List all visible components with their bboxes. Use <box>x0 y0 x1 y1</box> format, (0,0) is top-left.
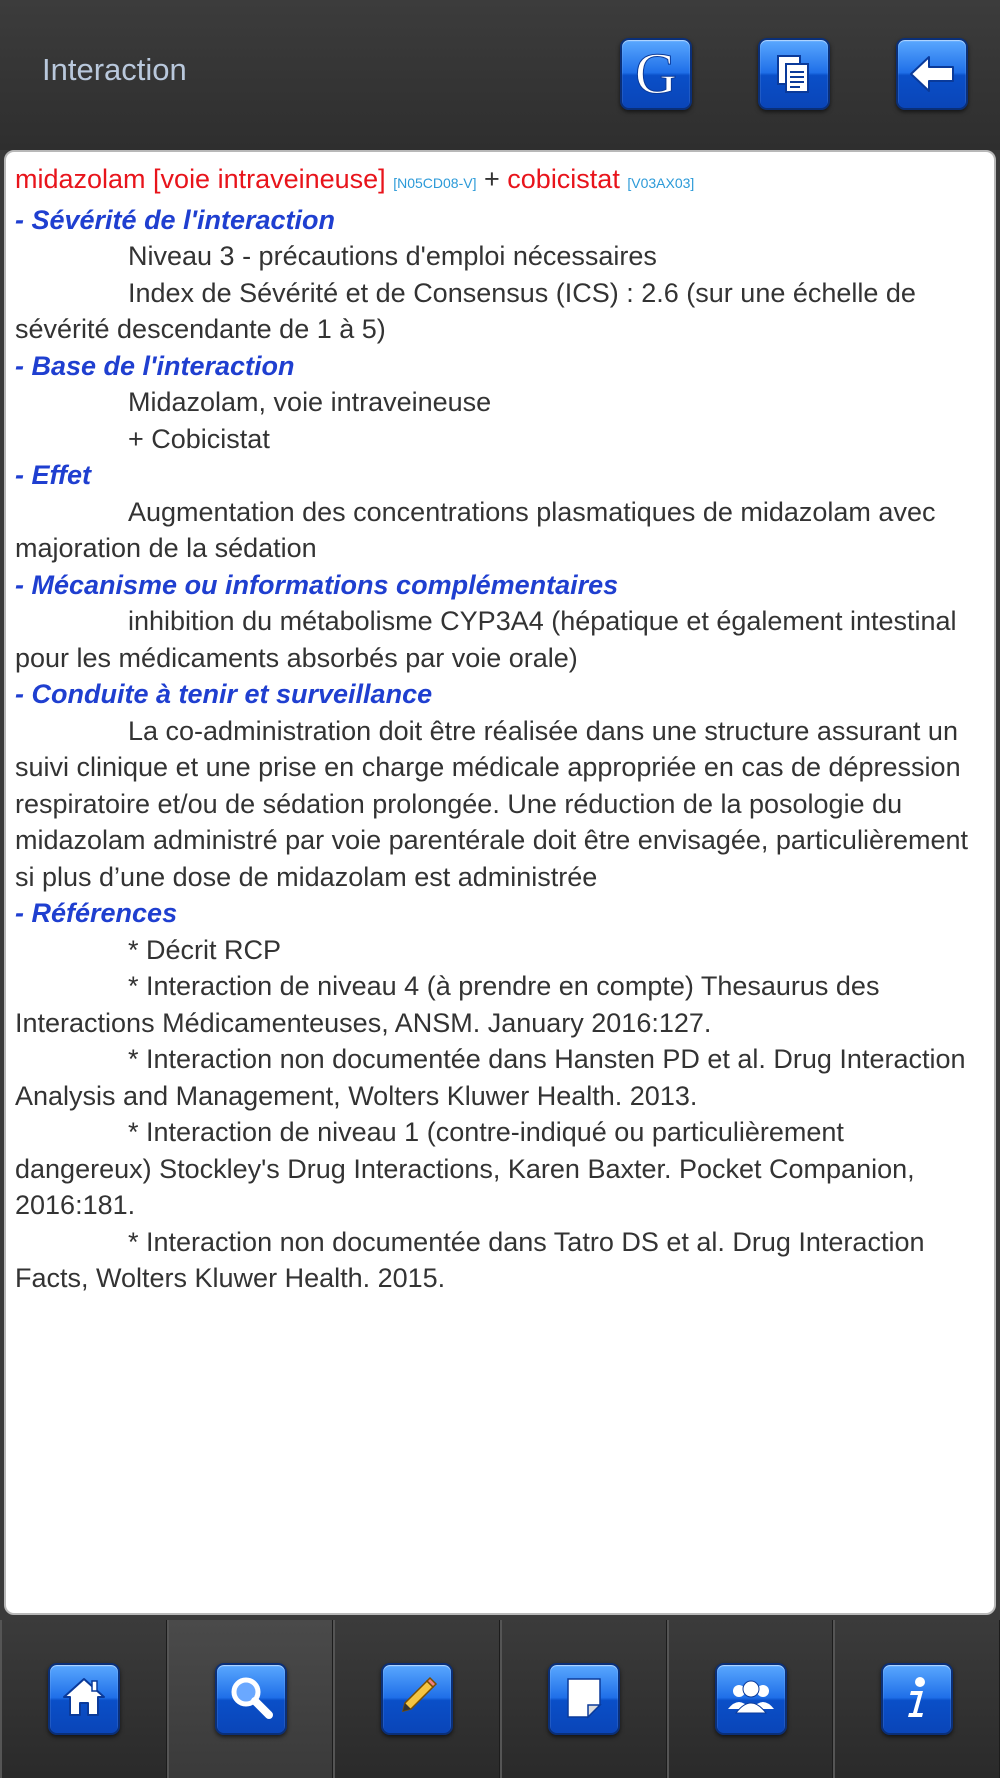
reference-item <box>15 1114 985 1224</box>
section-title-severity: - Sévérité de l'interaction <box>15 204 336 235</box>
conduct-text <box>15 713 985 896</box>
bottom-nav <box>0 1620 1000 1778</box>
reference-item <box>15 1041 985 1114</box>
google-g-icon <box>625 43 687 105</box>
notes-button[interactable] <box>548 1663 620 1735</box>
nav-notes[interactable] <box>500 1620 667 1778</box>
nav-users[interactable] <box>667 1620 834 1778</box>
basis-line-1 <box>15 384 985 421</box>
nav-home[interactable] <box>0 1620 167 1778</box>
conduct-text-value: La co-administration doit être réalisée dans une structure assurant un suivi clinique et une prise en charge médicale appropriée en cas de dépression respiratoire et/ou de sédation prolongée. Une réduction de la posologie du midazolam administré par voie parentérale doit être envisagée, particulièrement si plus d’une dose de midazolam est administrée <box>15 715 968 892</box>
search-icon <box>227 1673 275 1726</box>
google-search-button[interactable] <box>620 38 692 110</box>
reference-item-text: * Interaction de niveau 4 (à prendre en compte) Thesaurus des Interactions Médicamenteuses, ANSM. January 2016:127. <box>15 971 880 1038</box>
basis-line-2 <box>15 421 985 458</box>
reference-item-text: * Interaction de niveau 1 (contre-indiqué ou particulièrement dangereux) Stockley's Drug Interactions, Karen Baxter. Pocket Companion, 2016:181. <box>15 1117 915 1220</box>
reference-item-text: * Interaction non documentée dans Tatro DS et al. Drug Interaction Facts, Wolters Kluwer Health. 2015. <box>15 1226 925 1293</box>
search-button[interactable] <box>215 1663 287 1735</box>
users-icon <box>725 1673 777 1726</box>
reference-item-text: * Interaction non documentée dans Hansten PD et al. Drug Interaction Analysis and Management, Wolters Kluwer Health. 2013. <box>15 1044 966 1111</box>
severity-index-text: Index de Sévérité et de Consensus (ICS) : 2.6 (sur une échelle de sévérité descendante de 1 à 5) <box>15 277 916 344</box>
effect-text <box>15 494 985 567</box>
section-title-mechanism: - Mécanisme ou informations complémentaires <box>15 569 619 600</box>
basis-line-1-text: Midazolam, voie intraveineuse <box>128 387 492 417</box>
pencil-icon <box>393 1673 441 1726</box>
svg-text:G: G <box>635 43 677 105</box>
reference-item <box>15 932 985 969</box>
basis-line-2-text: + Cobicistat <box>128 423 270 454</box>
drug1-name[interactable]: midazolam [voie intraveineuse] <box>15 164 386 194</box>
reference-item <box>15 968 985 1041</box>
nav-edit[interactable] <box>333 1620 500 1778</box>
severity-index <box>15 275 985 348</box>
severity-level <box>15 238 985 275</box>
info-icon <box>893 1673 941 1726</box>
page-title: Interaction <box>42 52 187 87</box>
effect-text-value: Augmentation des concentrations plasmatiques de midazolam avec majoration de la sédation <box>15 496 936 563</box>
copy-document-icon <box>772 52 816 96</box>
copy-button[interactable] <box>758 38 830 110</box>
nav-search[interactable] <box>167 1620 334 1778</box>
severity-level-text: Niveau 3 - précautions d'emploi nécessaires <box>128 241 657 271</box>
drug1-code: [N05CD08-V] <box>393 175 477 191</box>
users-button[interactable] <box>715 1663 787 1735</box>
reference-item-text: * Décrit RCP <box>128 934 282 965</box>
home-button[interactable] <box>48 1663 120 1735</box>
top-bar <box>0 0 1000 150</box>
drug2-code: [V03AX03] <box>627 175 695 191</box>
note-icon <box>560 1673 608 1726</box>
mechanism-text <box>15 603 985 676</box>
interaction-detail-panel <box>4 150 996 1615</box>
section-title-basis: - Base de l'interaction <box>15 350 295 381</box>
edit-button[interactable] <box>381 1663 453 1735</box>
home-icon <box>60 1673 108 1726</box>
nav-info[interactable] <box>833 1620 1000 1778</box>
back-arrow-icon <box>907 49 957 99</box>
section-title-conduct: - Conduite à tenir et surveillance <box>15 679 433 709</box>
plus-sign: + <box>483 164 500 194</box>
info-button[interactable] <box>881 1663 953 1735</box>
back-button[interactable] <box>896 38 968 110</box>
section-title-effect: - Effet <box>15 460 92 490</box>
reference-item <box>15 1224 985 1297</box>
drug2-name[interactable]: cobicistat <box>507 164 620 194</box>
interaction-drugs-line <box>15 161 985 202</box>
mechanism-text-value: inhibition du métabolisme CYP3A4 (hépatique et également intestinal pour les médicaments absorbés par voie orale) <box>15 606 957 673</box>
section-title-references: - Références <box>15 898 178 928</box>
